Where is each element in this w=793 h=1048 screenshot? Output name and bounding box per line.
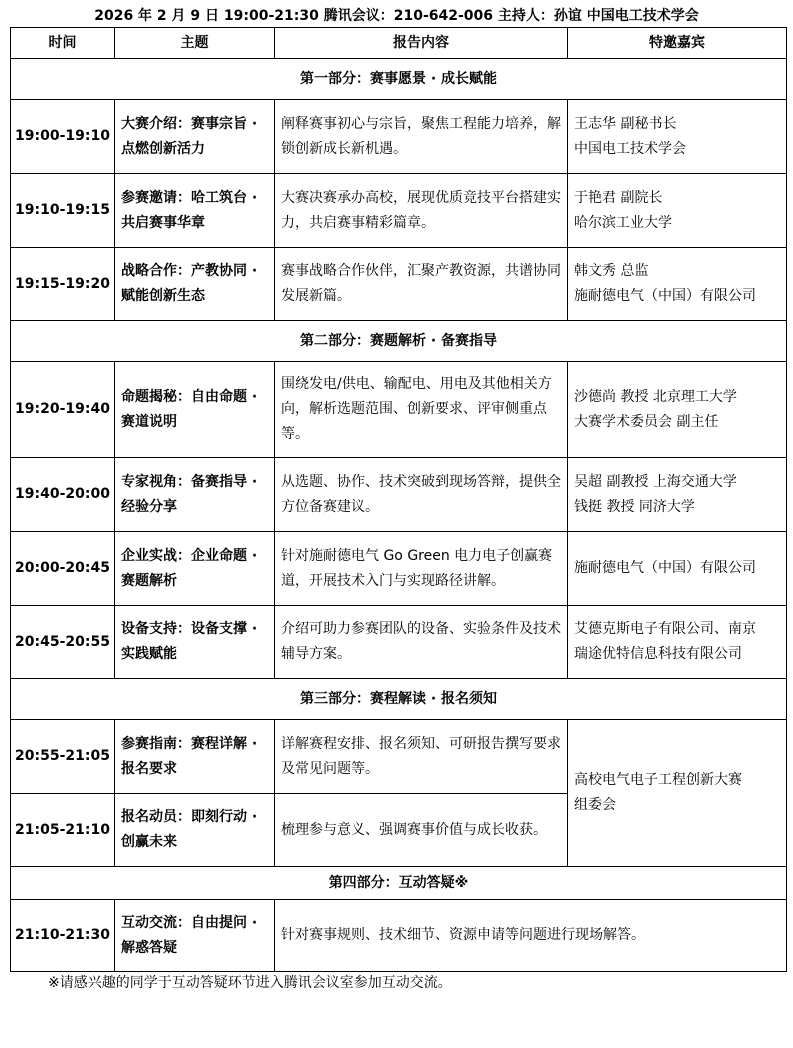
cell-topic: 设备支持：设备支撑 · 实践赋能 [115,606,275,679]
column-header-topic: 主题 [115,28,275,59]
section-row [11,59,787,100]
cell-topic: 参赛指南：赛程详解 · 报名要求 [115,720,275,794]
guest-line: 沙德尚 教授 北京理工大学 [574,388,737,405]
table-row [11,100,787,174]
cell-guest-shared [568,720,787,867]
cell-content: 介绍可助力参赛团队的设备、实验条件及技术辅导方案。 [275,606,568,679]
cell-time: 20:00-20:45 [11,532,115,606]
cell-time: 20:55-21:05 [11,720,115,794]
cell-time: 19:15-19:20 [11,248,115,321]
cell-topic: 参赛邀请：哈工筑台 · 共启赛事华章 [115,174,275,248]
section-title: 第二部分：赛题解析 · 备赛指导 [11,321,787,362]
cell-guest [568,174,787,248]
cell-content: 针对施耐德电气 Go Green 电力电子创赢赛道，开展技术入门与实现路径讲解。 [275,532,568,606]
cell-content: 围绕发电/供电、输配电、用电及其他相关方向，解析选题范围、创新要求、评审侧重点等。 [275,362,568,458]
cell-content: 阐释赛事初心与宗旨，聚焦工程能力培养，解锁创新成长新机遇。 [275,100,568,174]
guest-line: 大赛学术委员会 副主任 [574,413,719,430]
section-row [11,321,787,362]
table-row [11,900,787,972]
cell-topic: 大赛介绍：赛事宗旨 · 点燃创新活力 [115,100,275,174]
cell-content: 详解赛程安排、报名须知、可研报告撰写要求及常见问题等。 [275,720,568,794]
cell-topic: 企业实战：企业命题 · 赛题解析 [115,532,275,606]
guest-line: 艾德克斯电子有限公司、南京 [574,621,756,637]
guest-line: 哈尔滨工业大学 [574,214,672,231]
footnote: ※请感兴趣的同学于互动答疑环节进入腾讯会议室参加互动交流。 [48,975,452,991]
cell-guest [568,532,787,606]
table-row [11,174,787,248]
section-row [11,679,787,720]
cell-content: 大赛决赛承办高校，展现优质竞技平台搭建实力，共启赛事精彩篇章。 [275,174,568,248]
guest-line: 高校电气电子工程创新大赛 [574,772,742,788]
guest-line: 吴超 副教授 上海交通大学 [574,473,737,490]
guest-line: 王志华 副秘书长 [574,115,677,132]
table-row [11,248,787,321]
column-header-guest: 特邀嘉宾 [568,28,787,59]
cell-time: 19:40-20:00 [11,458,115,532]
guest-line: 瑞途优特信息科技有限公司 [574,646,742,662]
cell-time: 19:20-19:40 [11,362,115,458]
table-row [11,606,787,679]
section-row [11,867,787,900]
cell-time: 20:45-20:55 [11,606,115,679]
cell-topic: 报名动员：即刻行动 · 创赢未来 [115,794,275,867]
cell-time: 21:10-21:30 [11,900,115,972]
page-header: 2026 年 2 月 9 日 19:00-21:30 腾讯会议：210-642-006 主持人：孙谊 中国电工技术学会 [94,8,699,24]
cell-time: 19:10-19:15 [11,174,115,248]
cell-content: 从选题、协作、技术突破到现场答辩，提供全方位备赛建议。 [275,458,568,532]
guest-line: 施耐德电气（中国）有限公司 [574,288,756,304]
cell-content: 赛事战略合作伙伴，汇聚产教资源，共谱协同发展新篇。 [275,248,568,321]
table-header-row [11,28,787,59]
cell-guest [568,362,787,458]
cell-guest [568,458,787,532]
section-title: 第四部分：互动答疑※ [11,867,787,900]
table-row [11,362,787,458]
cell-guest [568,248,787,321]
guest-line: 组委会 [574,797,616,813]
guest-line: 钱挺 教授 同济大学 [574,498,695,515]
table-row [11,458,787,532]
table-row [11,720,787,794]
guest-line: 中国电工技术学会 [574,140,686,157]
cell-time: 19:00-19:10 [11,100,115,174]
schedule-table [10,27,787,972]
guest-line: 韩文秀 总监 [574,263,649,279]
section-title: 第三部分：赛程解读 · 报名须知 [11,679,787,720]
table-row [11,532,787,606]
cell-topic: 命题揭秘：自由命题 · 赛道说明 [115,362,275,458]
cell-content: 梳理参与意义、强调赛事价值与成长收获。 [275,794,568,867]
column-header-content: 报告内容 [275,28,568,59]
cell-guest [568,100,787,174]
section-title: 第一部分：赛事愿景 · 成长赋能 [11,59,787,100]
column-header-time: 时间 [11,28,115,59]
cell-content: 针对赛事规则、技术细节、资源申请等问题进行现场解答。 [275,900,787,972]
cell-topic: 互动交流：自由提问 · 解惑答疑 [115,900,275,972]
cell-guest [568,606,787,679]
cell-topic: 专家视角：备赛指导 · 经验分享 [115,458,275,532]
cell-time: 21:05-21:10 [11,794,115,867]
guest-line: 于艳君 副院长 [574,189,663,206]
guest-line: 施耐德电气（中国）有限公司 [574,560,756,576]
cell-topic: 战略合作：产教协同 · 赋能创新生态 [115,248,275,321]
